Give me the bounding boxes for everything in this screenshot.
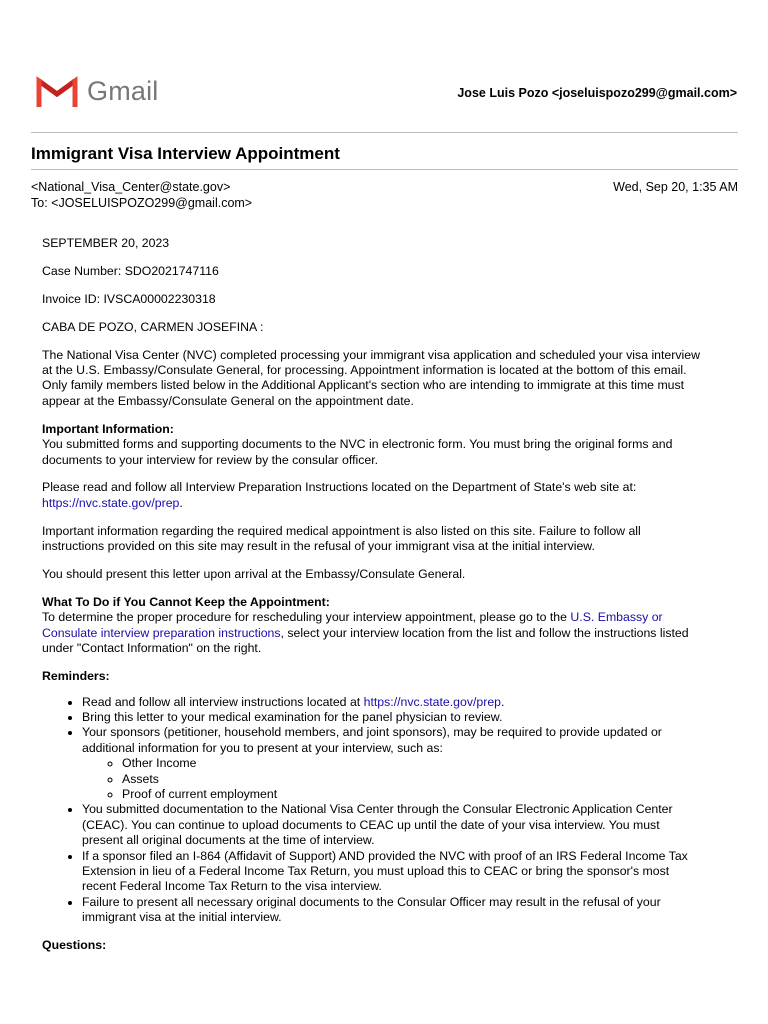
reminder-text: Read and follow all interview instructions located at bbox=[82, 694, 364, 709]
important-text: You submitted forms and supporting documents to the NVC in electronic form. You must bring the original forms and documents to your interview for review by the consular officer. bbox=[42, 437, 673, 467]
cannot-keep-text-start: To determine the proper procedure for rescheduling your interview appointment, please go to the bbox=[42, 610, 571, 625]
important-section bbox=[42, 422, 702, 468]
reminder-item bbox=[82, 695, 702, 710]
case-number: Case Number: SDO2021747116 bbox=[42, 263, 219, 278]
sub-list-item: ◦ Proof of current employment bbox=[122, 787, 702, 802]
sponsor-info-list bbox=[82, 756, 702, 802]
sub-list-item: ◦ Assets bbox=[122, 772, 702, 787]
reminder-item: • You submitted documentation to the National Visa Center through the Consular Electronic Application Center (CEAC). You can continue to upload documents to CEAC up until the date of your visa interview. You must present all original documents at the time of interview. bbox=[82, 802, 702, 848]
cannot-keep-section bbox=[42, 595, 702, 657]
header-divider bbox=[31, 132, 738, 133]
embassy-instructions-link[interactable]: U.S. Embassy or Consulate interview preparation instructions bbox=[42, 610, 663, 640]
gmail-logo-text: Gmail bbox=[87, 76, 159, 106]
invoice-id: Invoice ID: IVSCA00002230318 bbox=[42, 291, 216, 306]
reminders-list bbox=[42, 695, 702, 926]
questions-heading: Questions: bbox=[42, 937, 107, 952]
cannot-keep-text-end: , select your interview location from the list and follow the instructions listed under "Contact Information" on the right. bbox=[42, 625, 689, 656]
subject-divider bbox=[31, 169, 738, 170]
medical-paragraph: Important information regarding the required medical appointment is also listed on this site. Failure to follow all instructions provided on this site may result in the refusal of your immigrant visa at the initial interview. bbox=[42, 523, 641, 554]
reminders-heading: Reminders: bbox=[42, 669, 110, 684]
reminder-item bbox=[82, 725, 702, 802]
salutation: CABA DE POZO, CARMEN JOSEFINA : bbox=[42, 319, 264, 334]
cannot-keep-heading: What To Do if You Cannot Keep the Appointment: bbox=[42, 595, 330, 609]
prep-period: . bbox=[179, 495, 183, 510]
reminder-item: • Failure to present all necessary original documents to the Consular Officer may result in the refusal of your immigrant visa at the initial interview. bbox=[82, 895, 702, 926]
email-body bbox=[42, 236, 702, 966]
prep-paragraph bbox=[42, 480, 702, 511]
reminder-period: . bbox=[501, 694, 505, 709]
reminder-prep-link[interactable]: https://nvc.state.gov/prep bbox=[363, 694, 502, 709]
email-date: Wed, Sep 20, 1:35 AM bbox=[613, 180, 738, 194]
prep-text: Please read and follow all Interview Preparation Instructions located on the Department of State's web site at: bbox=[42, 480, 637, 495]
email-subject: Immigrant Visa Interview Appointment bbox=[31, 144, 340, 163]
print-header bbox=[0, 0, 768, 130]
prep-link[interactable]: https://nvc.state.gov/prep bbox=[42, 495, 180, 510]
sub-list-item: ◦ Other Income bbox=[122, 756, 702, 771]
reminder-item: • If a sponsor filed an I-864 (Affidavit of Support) AND provided the NVC with proof of an IRS Federal Income Tax Extension in lieu of a Federal Income Tax Return, you must upload this to CEAC or bring the sponsor's most recent Federal Income Tax Return to the visa interview. bbox=[82, 849, 702, 895]
email-to: To: <JOSELUISPOZO299@gmail.com> bbox=[31, 196, 253, 210]
email-from: <National_Visa_Center@state.gov> bbox=[31, 180, 231, 194]
present-paragraph: You should present this letter upon arrival at the Embassy/Consulate General. bbox=[42, 567, 466, 582]
reminder-text: Your sponsors (petitioner, household members, and joint sponsors), may be required to provide updated or additional information for you to present at your interview, such as: bbox=[82, 725, 662, 755]
gmail-logo[interactable] bbox=[36, 75, 159, 108]
reminder-item: • Bring this letter to your medical examination for the panel physician to review. bbox=[82, 710, 702, 725]
account-name: Jose Luis Pozo <joseluispozo299@gmail.com> bbox=[457, 86, 737, 100]
date-line: SEPTEMBER 20, 2023 bbox=[42, 236, 170, 250]
gmail-m-icon bbox=[36, 75, 78, 108]
important-heading: Important Information: bbox=[42, 421, 174, 436]
intro-paragraph: The National Visa Center (NVC) completed processing your immigrant visa application and scheduled your visa interview at the U.S. Embassy/Consulate General, for processing. Appointment information is located at the bottom of this email. Only family members listed below in the Additional Applicant's section who are intending to immigrate at this time must appear at the Embassy/Consulate General on the appointment date. bbox=[42, 347, 700, 408]
